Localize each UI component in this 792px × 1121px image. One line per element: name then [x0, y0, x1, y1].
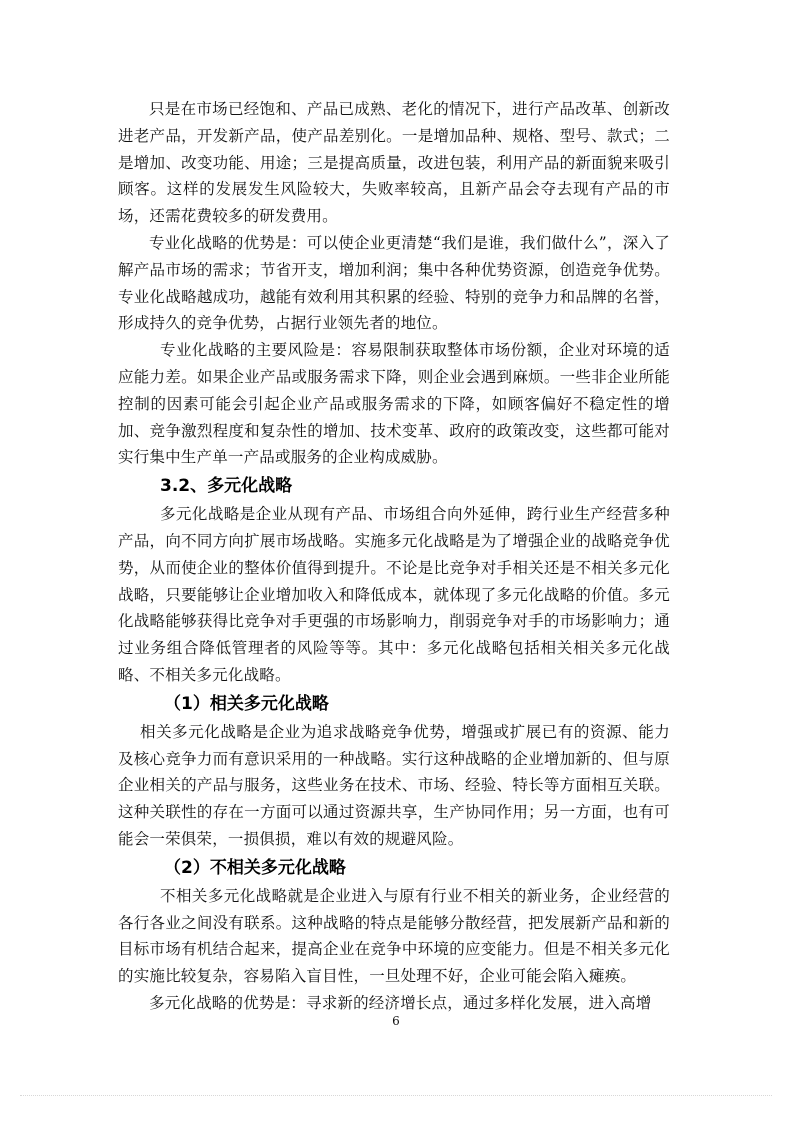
paragraph-specialization-risks: 专业化战略的主要风险是：容易限制获取整体市场份额，企业对环境的适应能力差。如果企业产品或服务需求下降，则企业会遇到麻烦。一些非企业所能控制的因素可能会引起企业产品或服务需求的下降，如顾客偏好不稳定性的增加、竞争激烈程度和复杂性的增加、技术变革、政府的政策改变，这些都可能对实行集中生产单一产品或服务的企业构成威胁。	[118, 341, 670, 467]
paragraph-product-innovation: 只是在市场已经饱和、产品已成熟、老化的情况下，进行产品改革、创新改进老产品，开发新产品，使产品差别化。一是增加品种、规格、型号、款式；二是增加、改变功能、用途；三是提高质量，改进包装，利用产品的新面貌来吸引顾客。这样的发展发生风险较大，失败率较高，且新产品会夺去现有产品的市场，还需花费较多的研发费用。	[118, 100, 670, 226]
paragraph-specialization-advantages: 专业化战略的优势是：可以使企业更清楚“我们是谁，我们做什么”，深入了解产品市场的需求；节省开支，增加利润；集中各种优势资源，创造竞争优势。专业化战略越成功，越能有效利用其积累的经验、特别的竞争力和品牌的名誉，形成持久的竞争优势，占据行业领先者的地位。	[118, 233, 670, 333]
page-bottom-divider	[20, 1095, 772, 1096]
document-body	[118, 96, 670, 1017]
paragraph-unrelated-diversification: 不相关多元化战略就是企业进入与原有行业不相关的新业务，企业经营的各行各业之间没有联系。这种战略的特点是能够分散经营，把发展新产品和新的目标市场有机结合起来，提高企业在竞争中环境的应变能力。但是不相关多元化的实施比较复杂，容易陷入盲目性，一旦处理不好，企业可能会陷入瘫痪。	[118, 886, 670, 986]
subheading-related-diversification: （1）相关多元化战略	[164, 693, 329, 714]
paragraph-related-diversification: 相关多元化战略是企业为追求战略竞争优势，增强或扩展已有的资源、能力及核心竞争力而有意识采用的一种战略。实行这种战略的企业增加新的、但与原企业相关的产品与服务，这些业务在技术、市场、经验、特长等方面相互关联。这种关联性的存在一方面可以通过资源共享，生产协同作用；另一方面，也有可能会一荣俱荣，一损俱损，难以有效的规避风险。	[118, 722, 670, 848]
paragraph-diversification-advantages: 多元化战略的优势是：寻求新的经济增长点，通过多样化发展，进入高增	[149, 993, 652, 1012]
page-number: 6	[392, 1014, 400, 1028]
section-heading-diversification: 3.2、多元化战略	[160, 476, 293, 497]
paragraph-diversification-definition: 多元化战略是企业从现有产品、市场组合向外延伸，跨行业生产经营多种产品，向不同方向扩展市场战略。实施多元化战略是为了增强企业的战略竞争优势，从而使企业的整体价值得到提升。不论是比竞争对手相关还是不相关多元化战略，只要能够让企业增加收入和降低成本，就体现了多元化战略的价值。多元化战略能够获得比竞争对手更强的市场影响力，削弱竞争对手的市场影响力；通过业务组合降低管理者的风险等等。其中：多元化战略包括相关相关多元化战略、不相关多元化战略。	[118, 505, 670, 684]
subheading-unrelated-diversification: （2）不相关多元化战略	[164, 857, 346, 878]
